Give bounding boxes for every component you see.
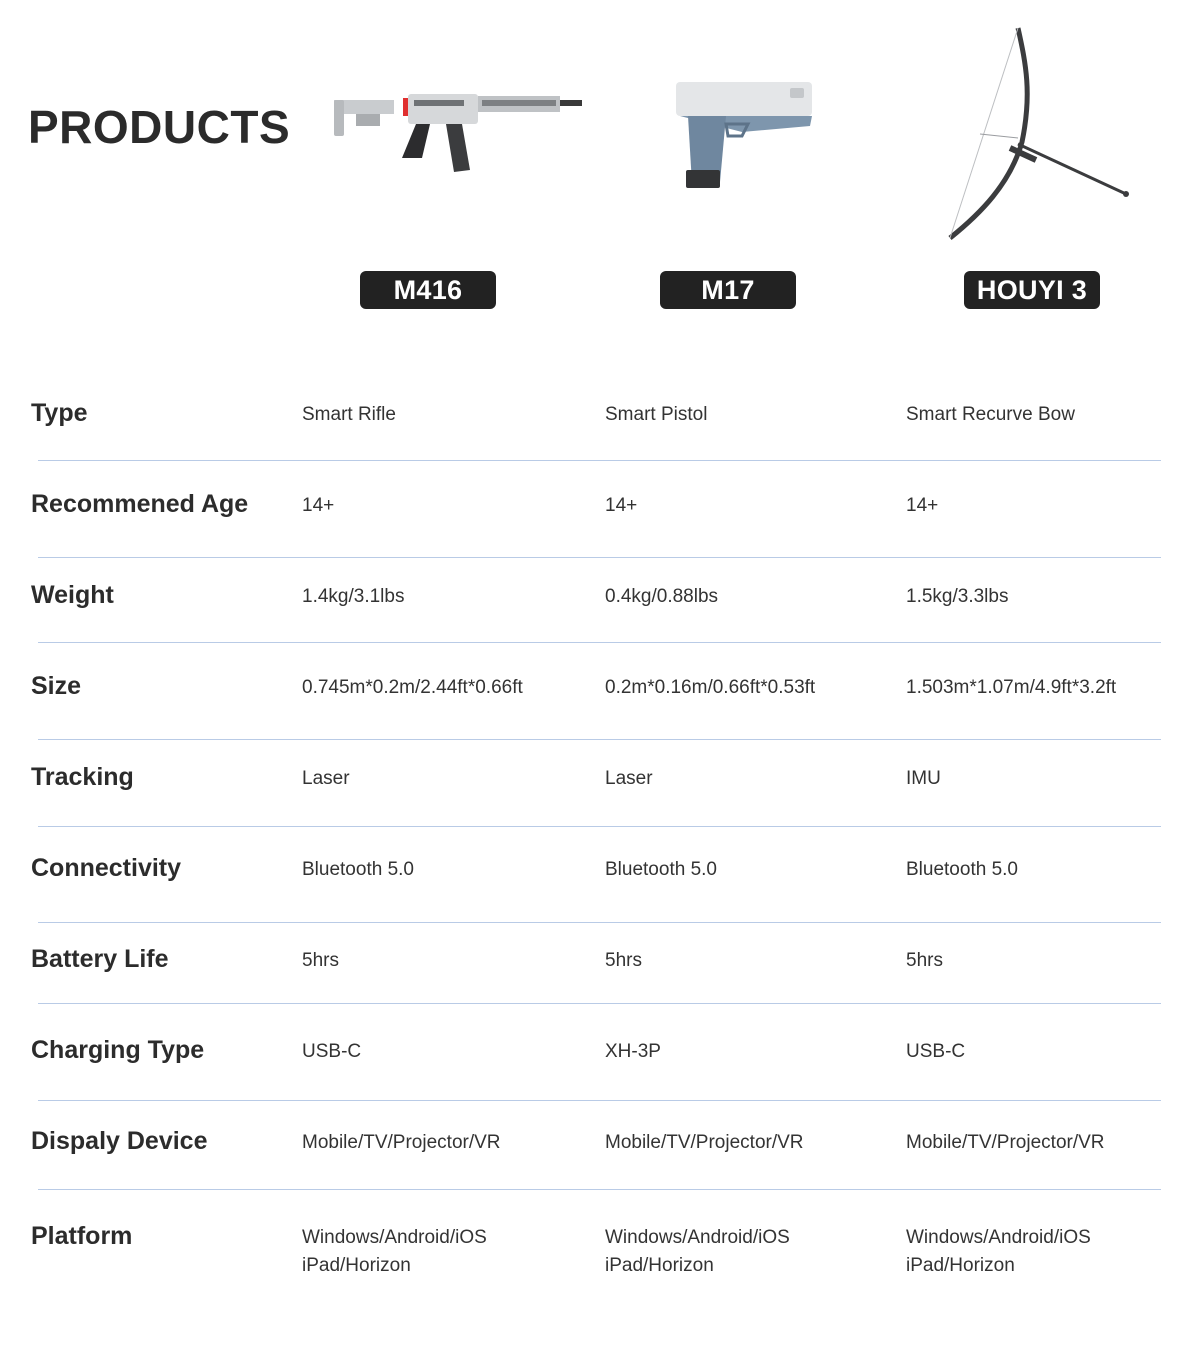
spec-value-display-m416: Mobile/TV/Projector/VR xyxy=(302,1132,501,1153)
spec-label-charging: Charging Type xyxy=(31,1036,205,1064)
spec-value-platform-m17 xyxy=(605,1224,790,1280)
spec-value-connectivity-m416: Bluetooth 5.0 xyxy=(302,859,414,880)
platform-line: Windows/Android/iOS xyxy=(302,1227,487,1248)
spec-label-weight: Weight xyxy=(31,581,114,609)
spec-value-weight-houyi3: 1.5kg/3.3lbs xyxy=(906,586,1009,607)
spec-value-tracking-houyi3: IMU xyxy=(906,768,941,789)
spec-value-size-houyi3: 1.503m*1.07m/4.9ft*3.2ft xyxy=(906,677,1117,698)
spec-value-battery-m17: 5hrs xyxy=(605,950,642,971)
rifle-icon xyxy=(330,78,586,178)
spec-value-battery-houyi3: 5hrs xyxy=(906,950,943,971)
row-divider xyxy=(38,642,1161,643)
spec-value-display-houyi3: Mobile/TV/Projector/VR xyxy=(906,1132,1105,1153)
page-title: PRODUCTS xyxy=(28,101,291,153)
row-divider xyxy=(38,557,1161,558)
spec-label-display: Dispaly Device xyxy=(31,1127,208,1155)
spec-value-type-houyi3: Smart Recurve Bow xyxy=(906,404,1075,425)
pistol-icon xyxy=(670,72,820,194)
row-divider xyxy=(38,1189,1161,1190)
spec-value-size-m17: 0.2m*0.16m/0.66ft*0.53ft xyxy=(605,677,816,698)
spec-label-connectivity: Connectivity xyxy=(31,854,182,882)
platform-line: Windows/Android/iOS xyxy=(906,1227,1091,1248)
platform-line: iPad/Horizon xyxy=(906,1255,1015,1276)
row-divider xyxy=(38,826,1161,827)
spec-label-type: Type xyxy=(31,399,88,427)
spec-value-weight-m17: 0.4kg/0.88lbs xyxy=(605,586,719,607)
spec-value-display-m17: Mobile/TV/Projector/VR xyxy=(605,1132,804,1153)
spec-label-battery: Battery Life xyxy=(31,945,169,973)
spec-value-platform-houyi3 xyxy=(906,1224,1091,1280)
product-badge-m17: M17 xyxy=(660,271,796,309)
spec-value-weight-m416: 1.4kg/3.1lbs xyxy=(302,586,405,607)
platform-line: Windows/Android/iOS xyxy=(605,1227,790,1248)
spec-value-size-m416: 0.745m*0.2m/2.44ft*0.66ft xyxy=(302,677,523,698)
row-divider xyxy=(38,739,1161,740)
spec-value-battery-m416: 5hrs xyxy=(302,950,339,971)
spec-value-type-m416: Smart Rifle xyxy=(302,404,396,425)
spec-value-charging-m416: USB-C xyxy=(302,1041,362,1062)
spec-label-platform: Platform xyxy=(31,1222,133,1250)
platform-line: iPad/Horizon xyxy=(302,1255,411,1276)
platform-line: iPad/Horizon xyxy=(605,1255,714,1276)
spec-value-connectivity-houyi3: Bluetooth 5.0 xyxy=(906,859,1018,880)
spec-label-size: Size xyxy=(31,672,82,700)
spec-value-tracking-m416: Laser xyxy=(302,768,350,789)
recurve-bow-icon xyxy=(940,24,1140,244)
product-badge-m416: M416 xyxy=(360,271,496,309)
spec-value-connectivity-m17: Bluetooth 5.0 xyxy=(605,859,717,880)
row-divider xyxy=(38,460,1161,461)
spec-value-platform-m416 xyxy=(302,1224,487,1280)
product-badge-houyi3: HOUYI 3 xyxy=(964,271,1100,309)
spec-value-type-m17: Smart Pistol xyxy=(605,404,708,425)
spec-value-age-m17: 14+ xyxy=(605,495,638,516)
spec-value-charging-m17: XH-3P xyxy=(605,1041,661,1062)
row-divider xyxy=(38,1003,1161,1004)
spec-value-age-houyi3: 14+ xyxy=(906,495,939,516)
spec-label-age: Recommened Age xyxy=(31,490,249,518)
spec-label-tracking: Tracking xyxy=(31,763,134,791)
row-divider xyxy=(38,1100,1161,1101)
row-divider xyxy=(38,922,1161,923)
spec-value-tracking-m17: Laser xyxy=(605,768,653,789)
spec-value-charging-houyi3: USB-C xyxy=(906,1041,966,1062)
spec-value-age-m416: 14+ xyxy=(302,495,335,516)
